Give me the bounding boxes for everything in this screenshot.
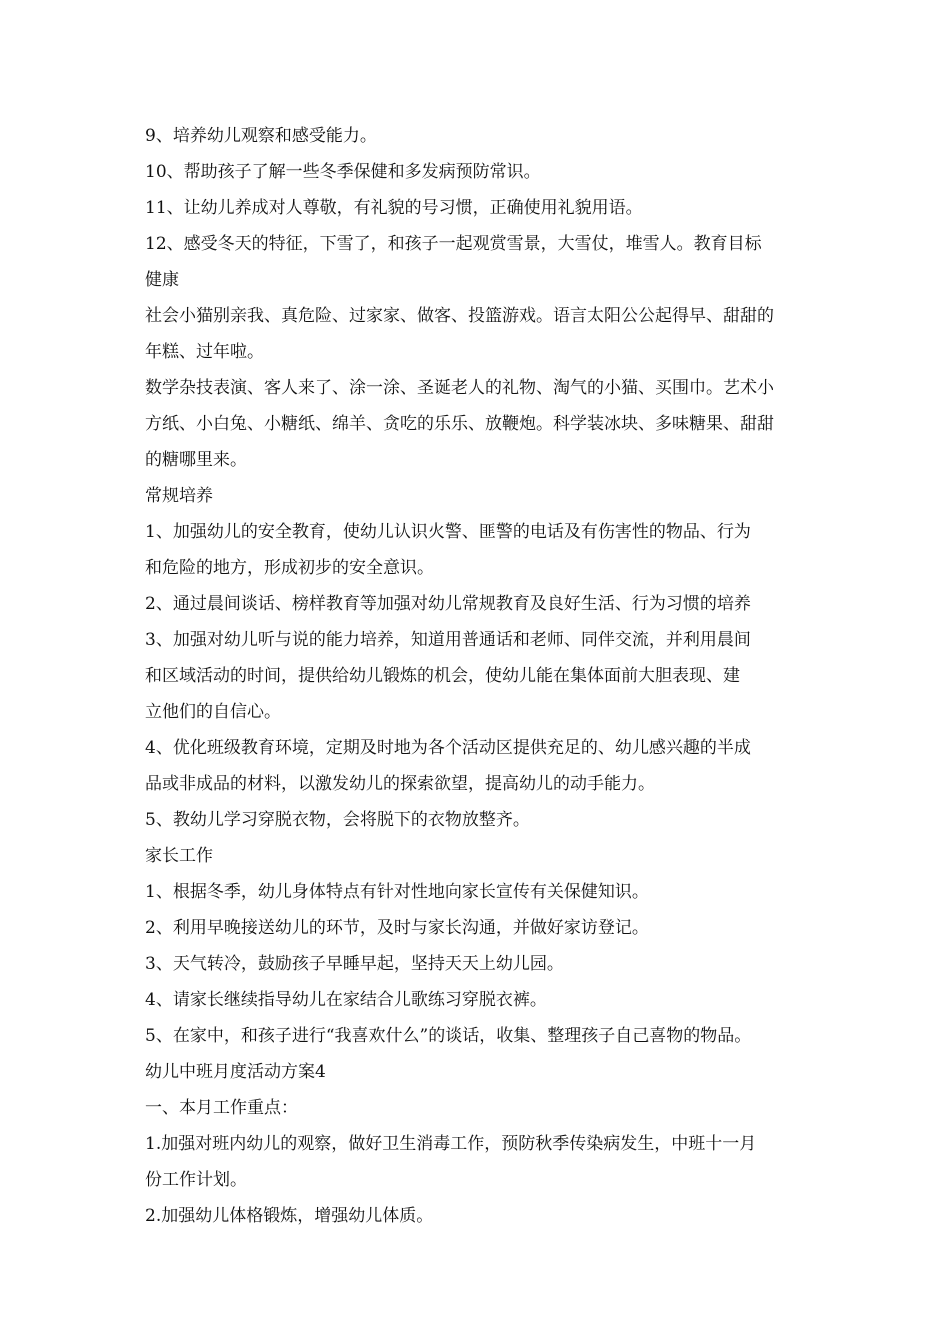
text-line: 和危险的地方，形成初步的安全意识。 xyxy=(145,558,434,578)
text-line: 12、感受冬天的特征，下雪了，和孩子一起观赏雪景，大雪仗，堆雪人。教育目标 xyxy=(145,234,762,254)
text-line: 年糕、过年啦。 xyxy=(145,342,264,362)
text-line: 方纸、小白兔、小糖纸、绵羊、贪吃的乐乐、放鞭炮。科学装冰块、多味糖果、甜甜 xyxy=(145,414,774,434)
text-line: 3、天气转冷，鼓励孩子早睡早起，坚持天天上幼儿园。 xyxy=(145,954,564,974)
text-line: 立他们的自信心。 xyxy=(145,702,281,722)
section-heading: 常规培养 xyxy=(145,486,213,506)
text-line: 和区域活动的时间，提供给幼儿锻炼的机会，使幼儿能在集体面前大胆表现、建 xyxy=(145,666,740,686)
text-line: 2.加强幼儿体格锻炼，增强幼儿体质。 xyxy=(145,1206,434,1226)
section-heading: 一、本月工作重点： xyxy=(145,1098,298,1118)
text-line: 4、请家长继续指导幼儿在家结合儿歌练习穿脱衣裤。 xyxy=(145,990,547,1010)
text-line: 1.加强对班内幼儿的观察，做好卫生消毒工作，预防秋季传染病发生，中班十一月 xyxy=(145,1134,757,1154)
text-line: 5、教幼儿学习穿脱衣物，会将脱下的衣物放整齐。 xyxy=(145,810,530,830)
text-line: 1、根据冬季，幼儿身体特点有针对性地向家长宣传有关保健知识。 xyxy=(145,882,649,902)
text-line: 品或非成品的材料，以激发幼儿的探索欲望，提高幼儿的动手能力。 xyxy=(145,774,655,794)
text-line: 社会小猫别亲我、真危险、过家家、做客、投篮游戏。语言太阳公公起得早、甜甜的 xyxy=(145,306,774,326)
text-line: 2、利用早晚接送幼儿的环节，及时与家长沟通，并做好家访登记。 xyxy=(145,918,649,938)
text-line: 2、通过晨间谈话、榜样教育等加强对幼儿常规教育及良好生活、行为习惯的培养 xyxy=(145,594,751,614)
text-line: 数学杂技表演、客人来了、涂一涂、圣诞老人的礼物、淘气的小猫、买围巾。艺术小 xyxy=(145,378,774,398)
text-line: 3、加强对幼儿听与说的能力培养，知道用普通话和老师、同伴交流，并利用晨间 xyxy=(145,630,751,650)
text-line: 10、帮助孩子了解一些冬季保健和多发病预防常识。 xyxy=(145,162,541,182)
text-line: 11、让幼儿养成对人尊敬，有礼貌的号习惯，正确使用礼貌用语。 xyxy=(145,198,643,218)
section-heading: 家长工作 xyxy=(145,846,213,866)
document-title: 幼儿中班月度活动方案4 xyxy=(145,1062,326,1082)
document-body xyxy=(145,118,810,1234)
text-line: 健康 xyxy=(145,270,179,290)
text-line: 的糖哪里来。 xyxy=(145,450,247,470)
text-line: 5、在家中，和孩子进行“我喜欢什么”的谈话，收集、整理孩子自己喜物的物品。 xyxy=(145,1026,752,1046)
text-line: 4、优化班级教育环境，定期及时地为各个活动区提供充足的、幼儿感兴趣的半成 xyxy=(145,738,751,758)
text-line: 份工作计划。 xyxy=(145,1170,247,1190)
text-line: 9、培养幼儿观察和感受能力。 xyxy=(145,126,377,146)
text-line: 1、加强幼儿的安全教育，使幼儿认识火警、匪警的电话及有伤害性的物品、行为 xyxy=(145,522,751,542)
